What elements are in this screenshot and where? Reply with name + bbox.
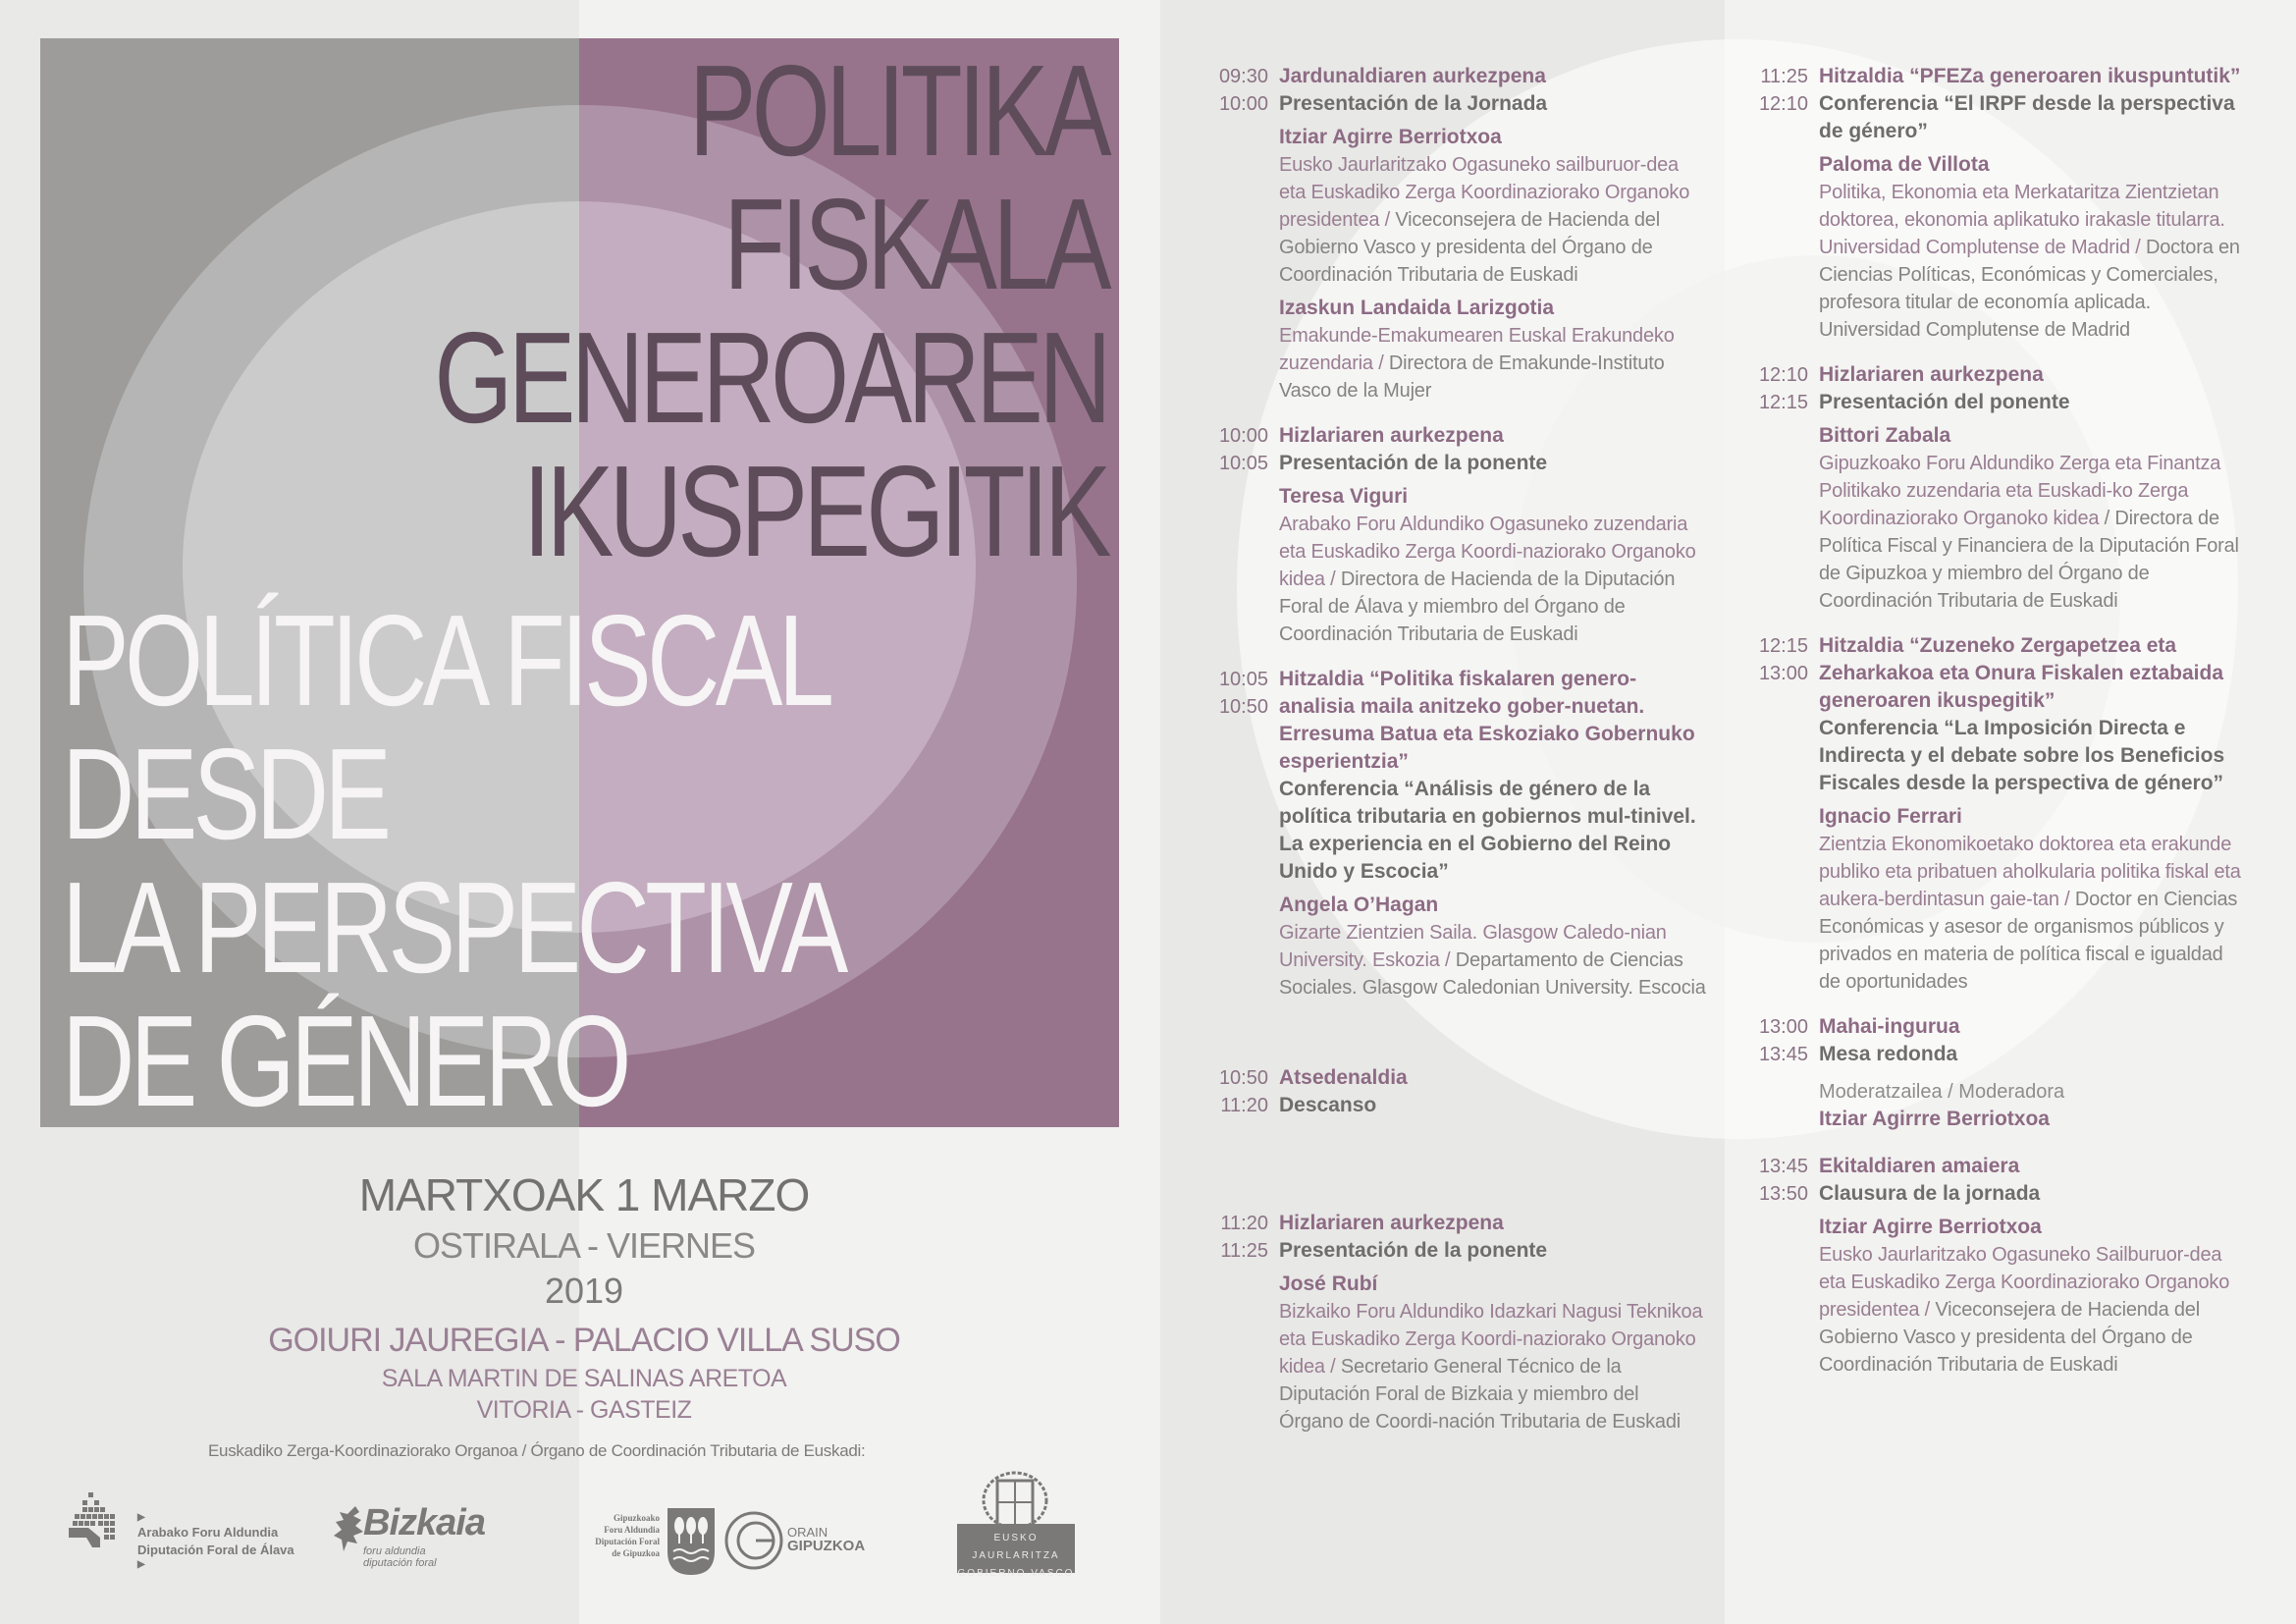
end-time: 12:15 (1758, 392, 1808, 413)
session-speaker-intro (1198, 422, 1708, 648)
session-lecture (1198, 666, 1708, 1001)
logo-bizkaia (334, 1502, 510, 1571)
session-title-basque: Jardunaldiaren aurkezpena (1279, 65, 1546, 87)
bio-basque: Gipuzkoako Foru Aldundiko Zerga eta Finantza Politikako zuzendaria eta Euskadi-ko Zerga Koordinaziorako Organoko kidea (1819, 453, 2221, 529)
logo-araba (69, 1492, 324, 1571)
bio-spanish: Viceconsejera de Hacienda del Gobierno Vasco y presidenta del Órgano de Coordinación Tributaria de Euskadi (1279, 209, 1660, 286)
eusko-line2: GOBIERNO VASCO (957, 1568, 1075, 1579)
end-time: 10:05 (1218, 453, 1268, 474)
bio-basque: Arabako Foru Aldundiko Ogasuneko zuzendaria eta Euskadiko Zerga Koordi-naziorako Organoko kidea / (1279, 514, 1696, 590)
speaker-name: Itziar Agirre Berriotxoa (1819, 1216, 2042, 1238)
session-title-spanish: Descanso (1279, 1094, 1377, 1116)
session-title-spanish: Conferencia “La Imposición Directa e Indirecta y el debate sobre los Beneficios Fiscales desde la perspectiva de género” (1819, 717, 2225, 794)
session-times (1198, 1064, 1268, 1119)
session-lecture (1737, 63, 2248, 344)
title-spanish-line: DE GÉNERO (62, 989, 627, 1127)
gipuzkoa-line3: Diputación Foral (595, 1537, 660, 1546)
start-time: 13:00 (1758, 1016, 1808, 1038)
speaker-bio (1819, 179, 2248, 344)
speaker-name: Izaskun Landaida Larizgotia (1279, 297, 1555, 319)
end-time: 10:50 (1218, 696, 1268, 718)
session-lecture (1737, 632, 2248, 996)
bio-basque: Bizkaiko Foru Aldundiko Idazkari Nagusi Teknikoa eta Euskadiko Zerga Koordi-naziorako Organoko kidea / (1279, 1301, 1703, 1378)
start-time: 09:30 (1218, 66, 1268, 87)
program-column-2 (1737, 63, 2248, 1396)
bio-basque: Politika, Ekonomia eta Merkataritza Zientzietan doktorea, ekonomia aplikatuko irakasle titularra. Universidad Complutense de Madrid / (1819, 182, 2225, 258)
session-times (1198, 1210, 1268, 1265)
logo-gipuzkoa (579, 1502, 874, 1581)
session-times (1737, 1153, 1808, 1208)
session-title-basque: Hitzaldia “Zuzeneko Zergapetzea eta Zeharkakoa eta Onura Fiskalen eztabaida generoaren ikuspegitik” (1819, 634, 2224, 712)
bizkaia-sub (363, 1545, 437, 1569)
end-time: 13:45 (1758, 1044, 1808, 1065)
session-times (1198, 666, 1268, 721)
speaker-bio (1279, 919, 1708, 1001)
session-title-spanish: Conferencia “El IRPF desde la perspectiva de género” (1819, 92, 2235, 142)
speaker-name: Ignacio Ferrari (1819, 805, 1962, 828)
bio-basque: Eusko Jaurlaritzako Ogasuneko Sailburuor-dea eta Euskadiko Zerga Koordinaziorako Organoko presidentea / (1819, 1244, 2230, 1321)
title-spanish-line: DESDE (62, 722, 388, 866)
speaker-name: José Rubí (1279, 1272, 1378, 1295)
gipuzkoa-text (579, 1512, 660, 1559)
orain-g-icon (724, 1508, 783, 1573)
logo-eusko-jaurlaritza (957, 1471, 1075, 1581)
end-time: 12:10 (1758, 93, 1808, 115)
speaker-bio (1819, 1241, 2248, 1379)
bio-basque: Gizarte Zientzien Saila. Glasgow Caledo-nian University. Eskozia / (1279, 922, 1667, 971)
session-times (1198, 63, 1268, 118)
start-time: 12:10 (1758, 364, 1808, 386)
title-spanish (62, 588, 844, 1127)
start-time: 10:00 (1218, 425, 1268, 447)
bio-basque: Zientzia Ekonomikoetako doktorea eta erakunde publiko eta pribatuen aholkularia politika fiskal eta aukera-berdintasun gaie-tan / (1819, 834, 2241, 910)
araba-line1: Arabako Foru Aldundia (137, 1525, 279, 1540)
araba-line2: Diputación Foral de Álava (137, 1543, 294, 1557)
session-title-basque: Atsedenaldia (1279, 1066, 1408, 1089)
event-info (98, 1166, 1070, 1426)
bio-spanish: / Directora de Política Fiscal y Financiera de la Diputación Foral de Gipuzkoa y miembro del Órgano de Coordinación Tributaria de Euskadi (1819, 508, 2239, 612)
speaker-name: Itziar Agirre Berriotxoa (1279, 126, 1502, 148)
bio-spanish: Doctor en Ciencias Económicas y asesor de organismos públicos y privados en materia de política fiscal e igualdad de oportunidades (1819, 889, 2238, 993)
bio-spanish: Directora de Hacienda de la Diputación Foral de Álava y miembro del Órgano de Coordinación Tributaria de Euskadi (1279, 568, 1676, 645)
session-title-spanish: Clausura de la jornada (1819, 1182, 2041, 1205)
end-time: 11:25 (1220, 1240, 1268, 1262)
bio-spanish: Secretario General Técnico de la Diputación Foral de Bizkaia y miembro del Órgano de Coordi-nación Tributaria de Euskadi (1279, 1356, 1682, 1433)
gipuzkoa-line4: de Gipuzkoa (612, 1548, 660, 1558)
gipuzkoa-line1: Gipuzkoako (613, 1513, 660, 1523)
arrow-right-icon: ▶ (137, 1512, 145, 1523)
session-times (1737, 63, 1808, 118)
title-basque-line: GENEROAREN (434, 305, 1107, 450)
session-title-basque: Hizlariaren aurkezpena (1819, 363, 2044, 386)
orain-label: ORAIN (787, 1525, 828, 1540)
session-opening (1198, 63, 1708, 405)
gipuzkoa-line2: Foru Aldundia (604, 1525, 660, 1535)
title-basque-line: IKUSPEGITIK (522, 439, 1107, 583)
event-city: VITORIA - GASTEIZ (476, 1396, 692, 1424)
event-date: MARTXOAK 1 MARZO (358, 1169, 810, 1220)
session-title-basque: Hitzaldia “PFEZa generoaren ikuspuntutik” (1819, 65, 2241, 87)
session-title-basque: Hitzaldia “Politika fiskalaren genero-analisia maila anitzeko gober-nuetan. Erresuma Batua eta Eskoziako Gobernuko esperientzia” (1279, 668, 1695, 773)
session-title-basque: Ekitaldiaren amaiera (1819, 1155, 2020, 1177)
end-time: 13:50 (1758, 1183, 1808, 1205)
bizkaia-sub2: diputación foral (363, 1557, 437, 1569)
arrow-right-icon: ▶ (137, 1559, 145, 1570)
bio-spanish: Doctora en Ciencias Políticas, Económicas y Comerciales, profesora titular de economía aplicada. Universidad Complutense de Madrid (1819, 237, 2240, 341)
moderator-label: Moderatzailea / Moderadora (1819, 1081, 2065, 1103)
speaker-bio (1819, 831, 2248, 996)
orain-gipuzkoa-label: GIPUZKOA (787, 1538, 866, 1554)
event-room: SALA MARTIN DE SALINAS ARETOA (381, 1365, 787, 1392)
speaker-bio (1279, 322, 1708, 405)
session-title-basque: Hizlariaren aurkezpena (1279, 1212, 1504, 1234)
araba-text (137, 1512, 294, 1571)
hero-title-block (40, 38, 1119, 1127)
araba-pixel-mark-icon (69, 1492, 120, 1549)
session-title-basque: Mahai-ingurua (1819, 1015, 1960, 1038)
event-venue: GOIURI JAUREGIA - PALACIO VILLA SUSO (268, 1322, 900, 1359)
session-title-spanish: Presentación de la ponente (1279, 452, 1548, 474)
session-break (1198, 1064, 1708, 1119)
session-closing (1737, 1153, 2248, 1379)
event-year: 2019 (544, 1271, 624, 1311)
session-title-basque: Hizlariaren aurkezpena (1279, 424, 1504, 447)
speaker-name: Angela O’Hagan (1279, 893, 1439, 916)
session-times (1737, 632, 1808, 687)
event-weekday: OSTIRALA - VIERNES (412, 1225, 756, 1266)
speaker-name: Teresa Viguri (1279, 485, 1409, 508)
session-title-spanish: Presentación de la Jornada (1279, 92, 1548, 115)
speaker-name: Bittori Zabala (1819, 424, 1951, 447)
speaker-bio (1279, 1298, 1708, 1435)
session-title-spanish: Mesa redonda (1819, 1043, 1958, 1065)
speaker-bio (1819, 450, 2248, 615)
session-title-spanish: Presentación del ponente (1819, 391, 2070, 413)
bio-spanish: Viceconsejera de Hacienda del Gobierno Vasco y presidenta del Órgano de Coordinación Tributaria de Euskadi (1819, 1299, 2200, 1376)
start-time: 13:45 (1758, 1156, 1808, 1177)
start-time: 11:25 (1760, 66, 1808, 87)
speaker-name: Paloma de Villota (1819, 153, 1990, 176)
speaker-bio (1279, 151, 1708, 289)
organizer-note: Euskadiko Zerga-Koordinaziorako Organoa / Órgano de Coordinación Tributaria de Euskadi: (208, 1441, 866, 1460)
start-time: 12:15 (1758, 635, 1808, 657)
bio-basque: Emakunde-Emakumearen Euskal Erakundeko zuzendaria / (1279, 325, 1675, 374)
session-title-spanish: Conferencia “Análisis de género de la política tributaria en gobiernos mul-tinivel. La experiencia en el Gobierno del Reino Unido y Escocia” (1279, 778, 1696, 883)
bio-basque: Eusko Jaurlaritzako Ogasuneko sailburuor-dea eta Euskadiko Zerga Koordinaziorako Organoko presidentea / (1279, 154, 1690, 231)
eusko-jaurlaritza-label (957, 1524, 1075, 1579)
oak-leaf-icon (334, 1506, 363, 1551)
end-time: 13:00 (1758, 663, 1808, 684)
title-spanish-line: POLÍTICA FISCAL (62, 588, 830, 732)
session-round-table (1737, 1013, 2248, 1133)
orain-gipuzkoa-text (787, 1526, 865, 1553)
start-time: 10:50 (1218, 1067, 1268, 1089)
end-time: 11:20 (1220, 1095, 1268, 1116)
session-times (1198, 422, 1268, 477)
session-title-spanish: Presentación de la ponente (1279, 1239, 1548, 1262)
speaker-bio (1279, 511, 1708, 648)
bio-spanish: Directora de Emakunde-Instituto Vasco de la Mujer (1279, 352, 1665, 402)
end-time: 10:00 (1218, 93, 1268, 115)
session-speaker-intro (1198, 1210, 1708, 1435)
bizkaia-sub1: foru aldundia (363, 1545, 426, 1557)
basque-government-crest-icon (982, 1471, 1048, 1530)
title-spanish-line: LA PERSPECTIVA (62, 855, 844, 1000)
title-basque (434, 38, 1107, 583)
start-time: 10:05 (1218, 669, 1268, 690)
moderator-name: Itziar Agirrre Berriotxoa (1819, 1108, 2050, 1130)
eusko-line1: EUSKO JAURLARITZA (972, 1533, 1060, 1561)
bizkaia-name: Bizkaia (363, 1502, 485, 1543)
session-times (1737, 1013, 1808, 1068)
session-speaker-intro (1737, 361, 2248, 615)
start-time: 11:20 (1220, 1213, 1268, 1234)
gipuzkoa-shield-icon (667, 1508, 715, 1575)
bio-spanish: Departamento de Ciencias Sociales. Glasgow Caledonian University. Escocia (1279, 949, 1706, 999)
title-basque-line: POLITIKA (688, 38, 1107, 183)
session-times (1737, 361, 1808, 416)
title-basque-line: FISKALA (723, 172, 1107, 316)
program-column-1 (1198, 63, 1708, 1453)
